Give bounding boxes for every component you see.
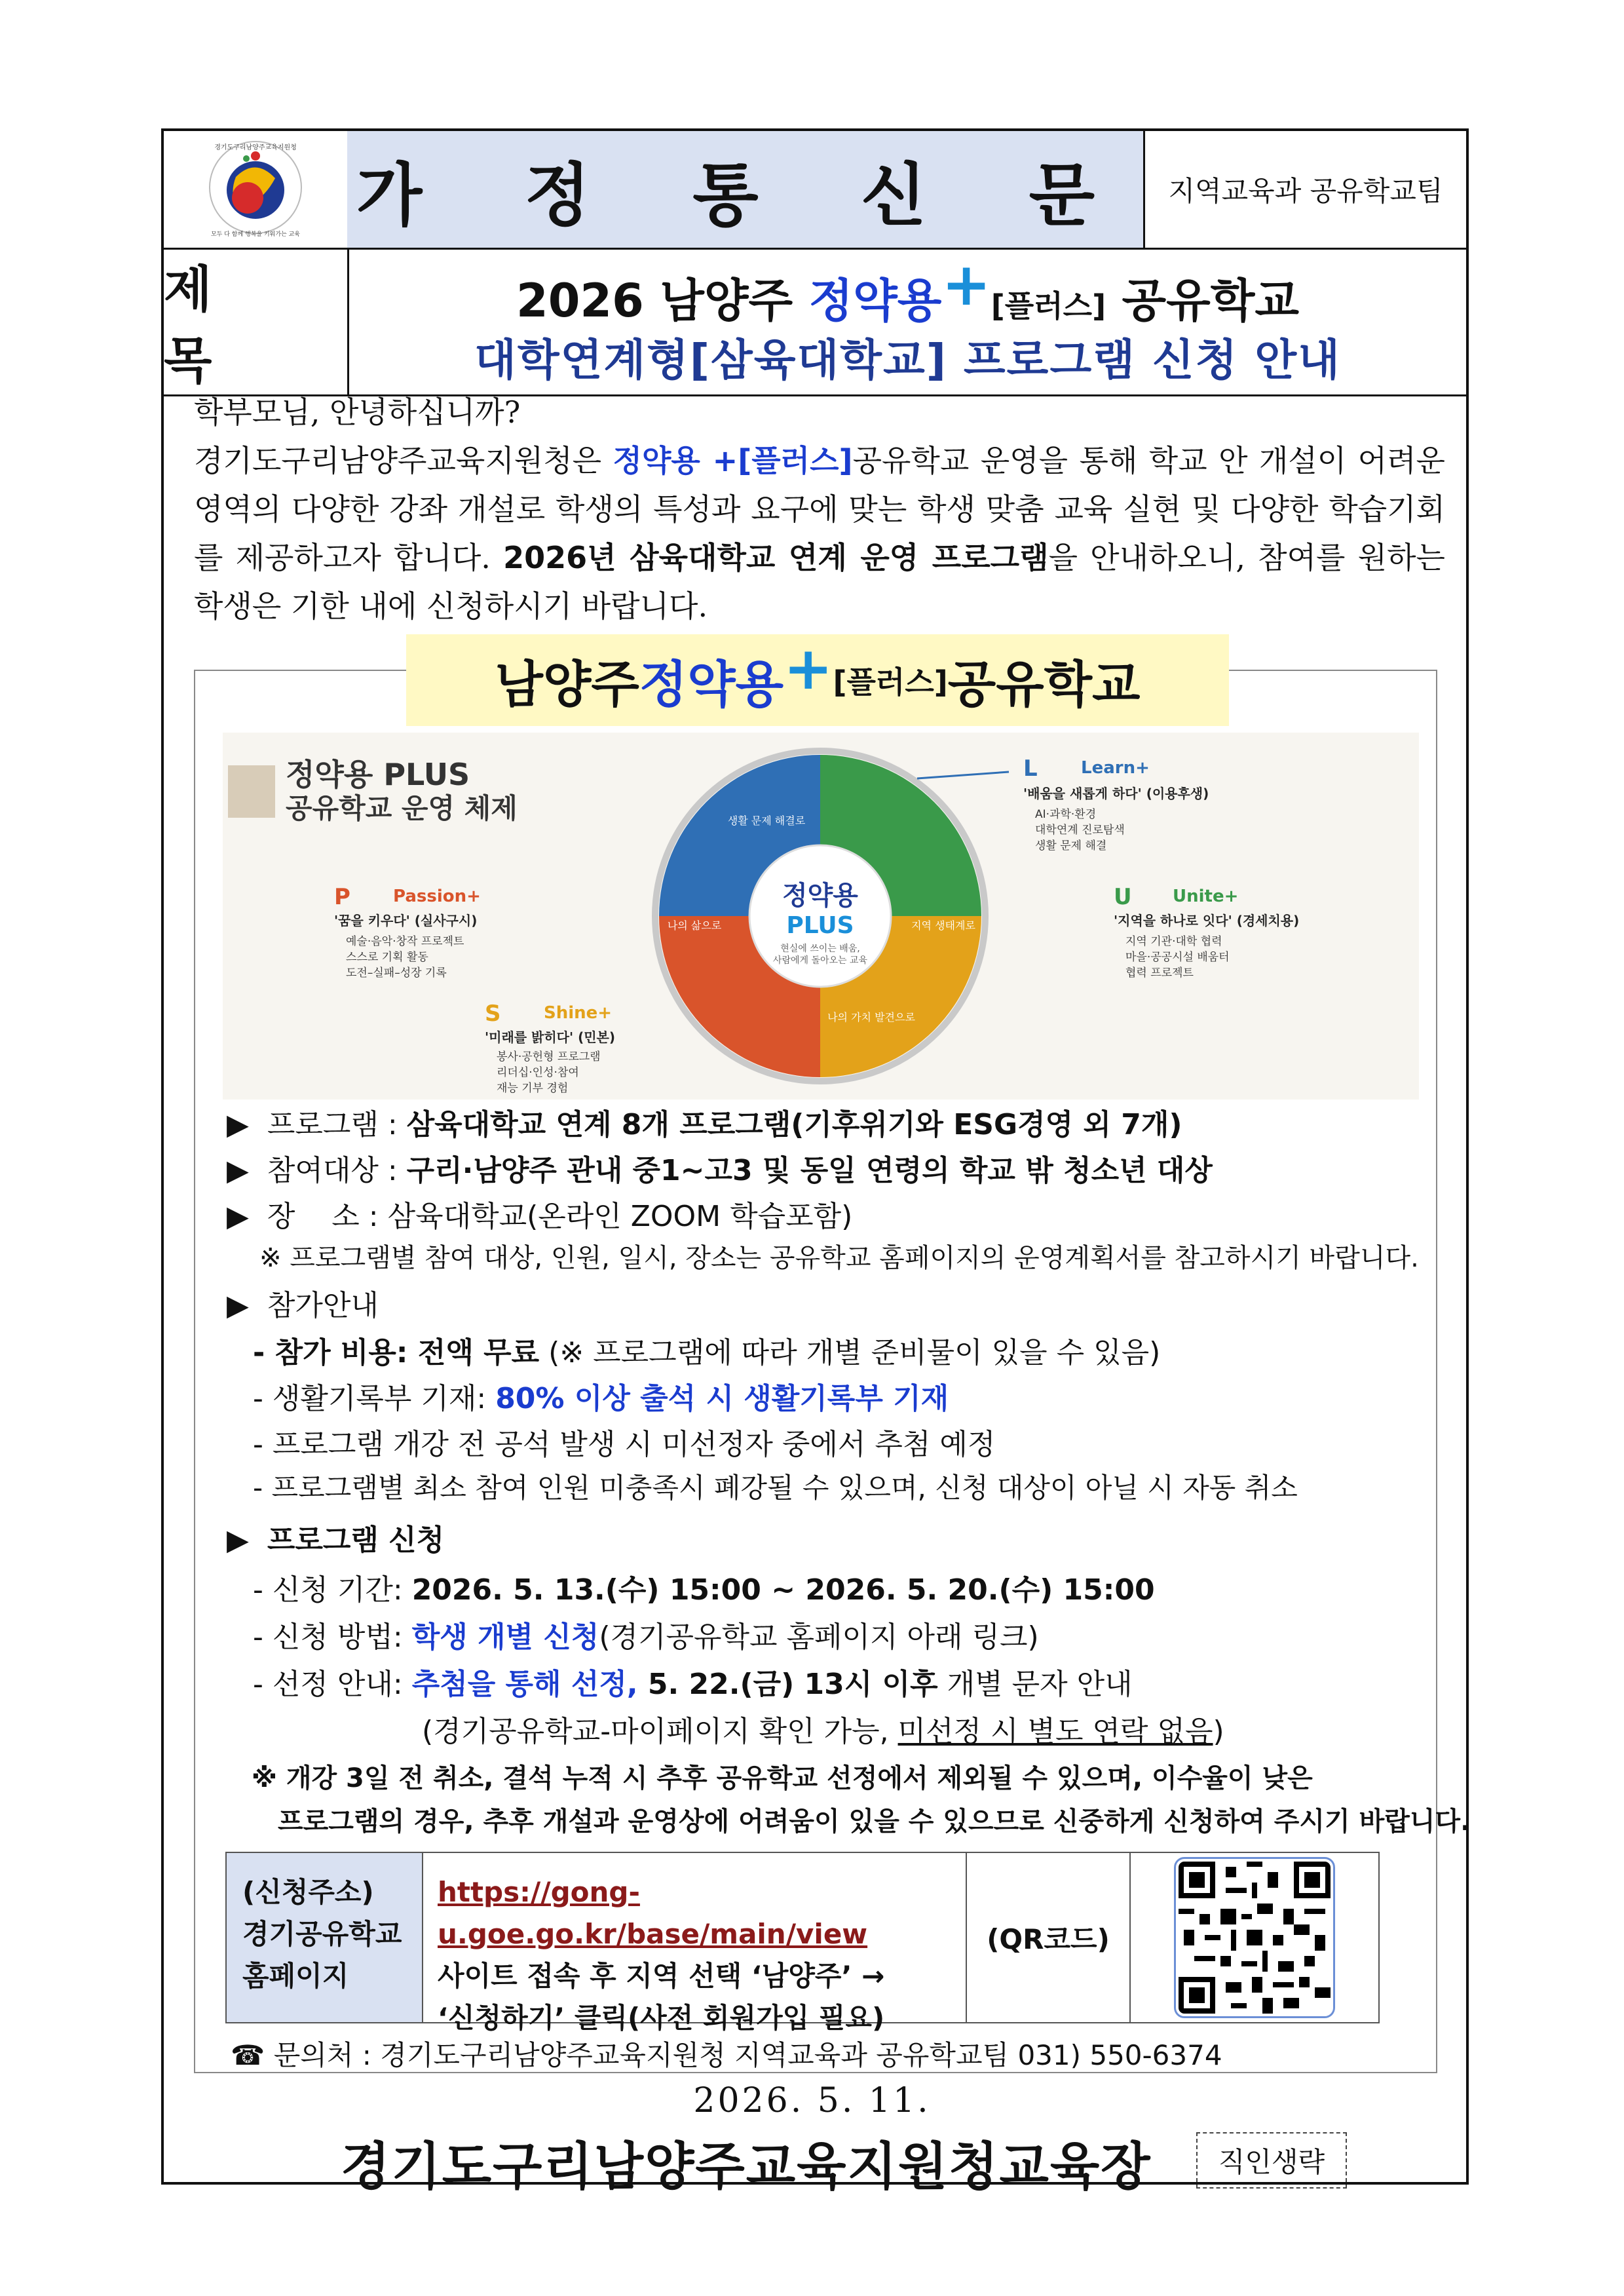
subject-line-2: 대학연계형[삼육대학교] 프로그램 신청 안내 (474, 335, 1341, 385)
official-seal-omitted: 직인생략 (1196, 2132, 1347, 2189)
S-quote: '미래를 밝히다' (민본) (485, 1029, 616, 1045)
select-pre: - 선정 안내: (253, 1668, 412, 1701)
issue-date: 2026. 5. 11. (693, 2081, 931, 2120)
petal-bottom-label: 나의 가치 발견으로 (827, 1011, 915, 1024)
subject-text (349, 248, 1466, 394)
select-note (422, 1708, 1224, 1750)
document-title: 가 정 통 신 문 (347, 131, 1145, 248)
S-item: 리더십·인성·참여 (497, 1066, 579, 1079)
address-label-2: 경기공유학교 (242, 1918, 402, 1950)
phone-icon: ☎ (231, 2039, 265, 2071)
diagram-title-1: 정약용 PLUS (286, 757, 470, 792)
cost-line (253, 1329, 1160, 1371)
S-name: Shine+ (544, 1003, 613, 1023)
P-item: 도전–실패–성장 기록 (346, 966, 447, 980)
logo-text-bottom: 모두 다 함께 행복을 키워가는 교육 (210, 231, 301, 238)
plus-system-diagram (223, 733, 1419, 1100)
intro-text-c: 을 안내하오니, 참여를 원하는 학생은 기한 내에 신청하시기 바랍니다. (194, 540, 1445, 624)
diagram-title-2: 공유학교 운영 체제 (286, 792, 518, 824)
address-cell (423, 1853, 967, 2034)
center-sub-1: 현실에 쓰이는 배움, (780, 944, 860, 954)
select-bold: 5. 22.(금) 13시 이후 (637, 1668, 938, 1701)
subject-brand: 정약용 (808, 274, 942, 328)
department-label: 지역교육과 공유학교팀 (1168, 175, 1443, 207)
record-line (253, 1375, 949, 1417)
warning-1: ※ 개강 3일 전 취소, 결석 누적 시 추후 공유학교 선정에서 제외될 수 있으며, 이수율이 낮은 (252, 1763, 1313, 1793)
method-line (253, 1613, 1039, 1655)
petal-right-label: 지역 생태계로 (911, 919, 975, 932)
record-pre: - 생활기록부 기재: (253, 1382, 496, 1415)
L-name: Learn+ (1081, 758, 1150, 778)
U-item: 마을·공공시설 배움터 (1125, 951, 1230, 964)
qr-cell (1131, 1853, 1378, 2022)
office-logo (164, 131, 347, 248)
program-banner (406, 634, 1229, 726)
center-plus: PLUS (786, 912, 854, 939)
apply-line (227, 1516, 444, 1558)
apply-instruction-2: ‘신청하기’ 클릭(사전 회원가입 필요) (438, 2002, 885, 2034)
center-title: 정약용 (782, 881, 858, 911)
intro-body (194, 436, 1445, 630)
qr-label-cell (967, 1853, 1131, 2022)
plus-icon: + (941, 250, 991, 319)
method-blue: 학생 개별 신청 (411, 1620, 599, 1654)
intro-brand: 정약용 +[플러스] (613, 443, 853, 478)
U-item: 협력 프로젝트 (1125, 966, 1194, 980)
program-value: 삼육대학교 연계 8개 프로그램(기후위기와 ESG경영 외 7개) (406, 1108, 1182, 1141)
subject-post: 공유학교 (1106, 274, 1299, 328)
subject-label: 제 목 (164, 248, 349, 394)
warning-2: 프로그램의 경우, 추후 개설과 운영상에 어려움이 있을 수 있으므로 신중하게 신청하여 주시기 바랍니다. (278, 1807, 1471, 1837)
period-pre: - 신청 기간: (253, 1573, 412, 1607)
qr-code-icon[interactable] (1174, 1857, 1335, 2018)
contact-text: 문의처 : 경기도구리남양주교육지원청 지역교육과 공유학교팀 031) 550-6374 (273, 2039, 1222, 2071)
subject-paren: [플러스] (991, 288, 1106, 324)
subject-row (164, 248, 1466, 396)
cost-rest: (※ 프로그램에 따라 개별 준비물이 있을 수 있음) (539, 1336, 1161, 1369)
period-value: 2026. 5. 13.(수) 15:00 ~ 2026. 5. 20.(수) 15:00 (411, 1573, 1155, 1607)
banner-paren: [플러스] (833, 664, 948, 700)
intro-text-b: 공유학교 운영을 통해 학교 안 개설이 어려운 영역의 다양한 강좌 개설로 학생의 특성과 요구에 맞는 학생 맞춤 교육 실현 및 다양한 학습기회를 제공하고자 합니다. (194, 443, 1445, 575)
subject-pre: 2026 남양주 (516, 274, 809, 328)
petal-left-label: 나의 삶으로 (667, 919, 722, 932)
select-blue: 추첨을 통해 선정, (411, 1668, 638, 1701)
L-quote: '배움을 새롭게 하다' (이용후생) (1023, 786, 1209, 801)
U-name: Unite+ (1173, 887, 1239, 906)
apply-instruction-1: 사이트 접속 후 지역 선택 ‘남양주’ → (438, 1960, 885, 1992)
cost-bold: - 참가 비용: 전액 무료 (253, 1336, 540, 1369)
note-1: ※ 프로그램별 참여 대상, 인원, 일시, 장소는 공유학교 홈페이지의 운영계획서를 참고하시기 바랍니다. (259, 1243, 1419, 1273)
select-note-a: (경기공유학교-마이페이지 확인 가능, (422, 1715, 898, 1748)
P-quote: '꿈을 키우다' (실사구시) (334, 913, 478, 928)
place-line (227, 1193, 852, 1234)
banner-pre: 남양주 (495, 655, 639, 714)
draw-line: - 프로그램 개강 전 공석 발생 시 미선정자 중에서 추첨 예정 (253, 1428, 996, 1461)
logo-text-top: 경기도구리남양주교육지원청 (214, 144, 297, 151)
qr-label: (QR코드) (987, 1923, 1110, 1955)
target-label: 참여대상 : (267, 1154, 407, 1187)
P-name: Passion+ (393, 887, 481, 906)
S-letter: S (485, 1001, 501, 1027)
bullet-icon: ▶ (227, 1154, 249, 1187)
P-item: 예술·음악·창작 프로젝트 (346, 935, 464, 948)
place-label: 장 소 : (267, 1200, 388, 1233)
U-quote: '지역을 하나로 잇다' (경세치용) (1114, 913, 1300, 928)
apply-label: 프로그램 신청 (267, 1523, 445, 1557)
program-label: 프로그램 : (267, 1108, 407, 1141)
P-letter: P (334, 884, 350, 910)
place-value: 삼육대학교(온라인 ZOOM 학습포함) (387, 1200, 853, 1233)
method-pre: - 신청 방법: (253, 1620, 412, 1654)
bullet-icon: ▶ (227, 1108, 249, 1141)
U-letter: U (1114, 884, 1132, 910)
issuer-name: 경기도구리남양주교육지원청교육장 (341, 2137, 1152, 2196)
bullet-icon: ▶ (227, 1200, 249, 1233)
select-rest: 개별 문자 안내 (937, 1668, 1133, 1701)
logo-cell (164, 131, 349, 248)
banner-post: 공유학교 (947, 655, 1141, 714)
S-item: 봉사·공헌형 프로그램 (497, 1050, 601, 1063)
join-line (227, 1282, 379, 1324)
subject-line-1 (349, 250, 1466, 331)
L-item: 대학연계 진로탐색 (1035, 824, 1125, 837)
address-label-1: (신청주소) (242, 1876, 374, 1908)
record-blue: 80% 이상 출석 시 생활기록부 기재 (495, 1382, 949, 1415)
banner-plus-icon: + (784, 634, 833, 703)
bullet-icon: ▶ (227, 1289, 249, 1322)
apply-url-link[interactable]: https://gong-u.goe.go.kr/base/main/view (438, 1876, 868, 1950)
header-row (164, 131, 1466, 250)
period-line (253, 1566, 1155, 1608)
diagram-title-mark (228, 765, 275, 818)
method-rest: (경기공유학교 홈페이지 아래 링크) (599, 1620, 1039, 1654)
greeting: 학부모님, 안녕하십니까? (194, 394, 521, 430)
select-line (253, 1660, 1133, 1702)
petal-top-label: 생활 문제 해결로 (727, 814, 806, 827)
center-sub-2: 사람에게 돌아오는 교육 (772, 955, 868, 966)
cancel-line: - 프로그램별 최소 참여 인원 미충족시 폐강될 수 있으며, 신청 대상이 아닐 시 자동 취소 (253, 1472, 1298, 1504)
intro-paragraph (194, 388, 1445, 630)
U-item: 지역 기관·대학 협력 (1125, 935, 1222, 948)
target-line (227, 1147, 1213, 1189)
L-letter: L (1023, 756, 1038, 782)
L-item: AI·과학·환경 (1035, 808, 1097, 821)
bullet-icon: ▶ (227, 1523, 249, 1557)
address-label-3: 홈페이지 (242, 1960, 349, 1992)
target-value: 구리·남양주 관내 중1~고3 및 동일 연령의 학교 밖 청소년 대상 (406, 1154, 1213, 1187)
select-note-b: ) (1213, 1715, 1224, 1748)
program-line (227, 1101, 1182, 1143)
select-note-underline: 미선정 시 별도 연락 없음 (897, 1715, 1213, 1748)
L-item: 생활 문제 해결 (1035, 839, 1107, 852)
banner-brand: 정약용 (639, 655, 784, 714)
P-item: 스스로 기획 활동 (346, 951, 428, 964)
S-item: 재능 기부 경험 (497, 1082, 569, 1095)
intro-text-a: 경기도구리남양주교육지원청은 (194, 443, 613, 478)
contact-line (231, 2034, 1222, 2073)
intro-bold: 2026년 삼육대학교 연계 운영 프로그램 (503, 540, 1049, 575)
apply-table (225, 1852, 1380, 2034)
address-label-cell (227, 1853, 423, 2022)
join-label: 참가안내 (267, 1289, 379, 1322)
